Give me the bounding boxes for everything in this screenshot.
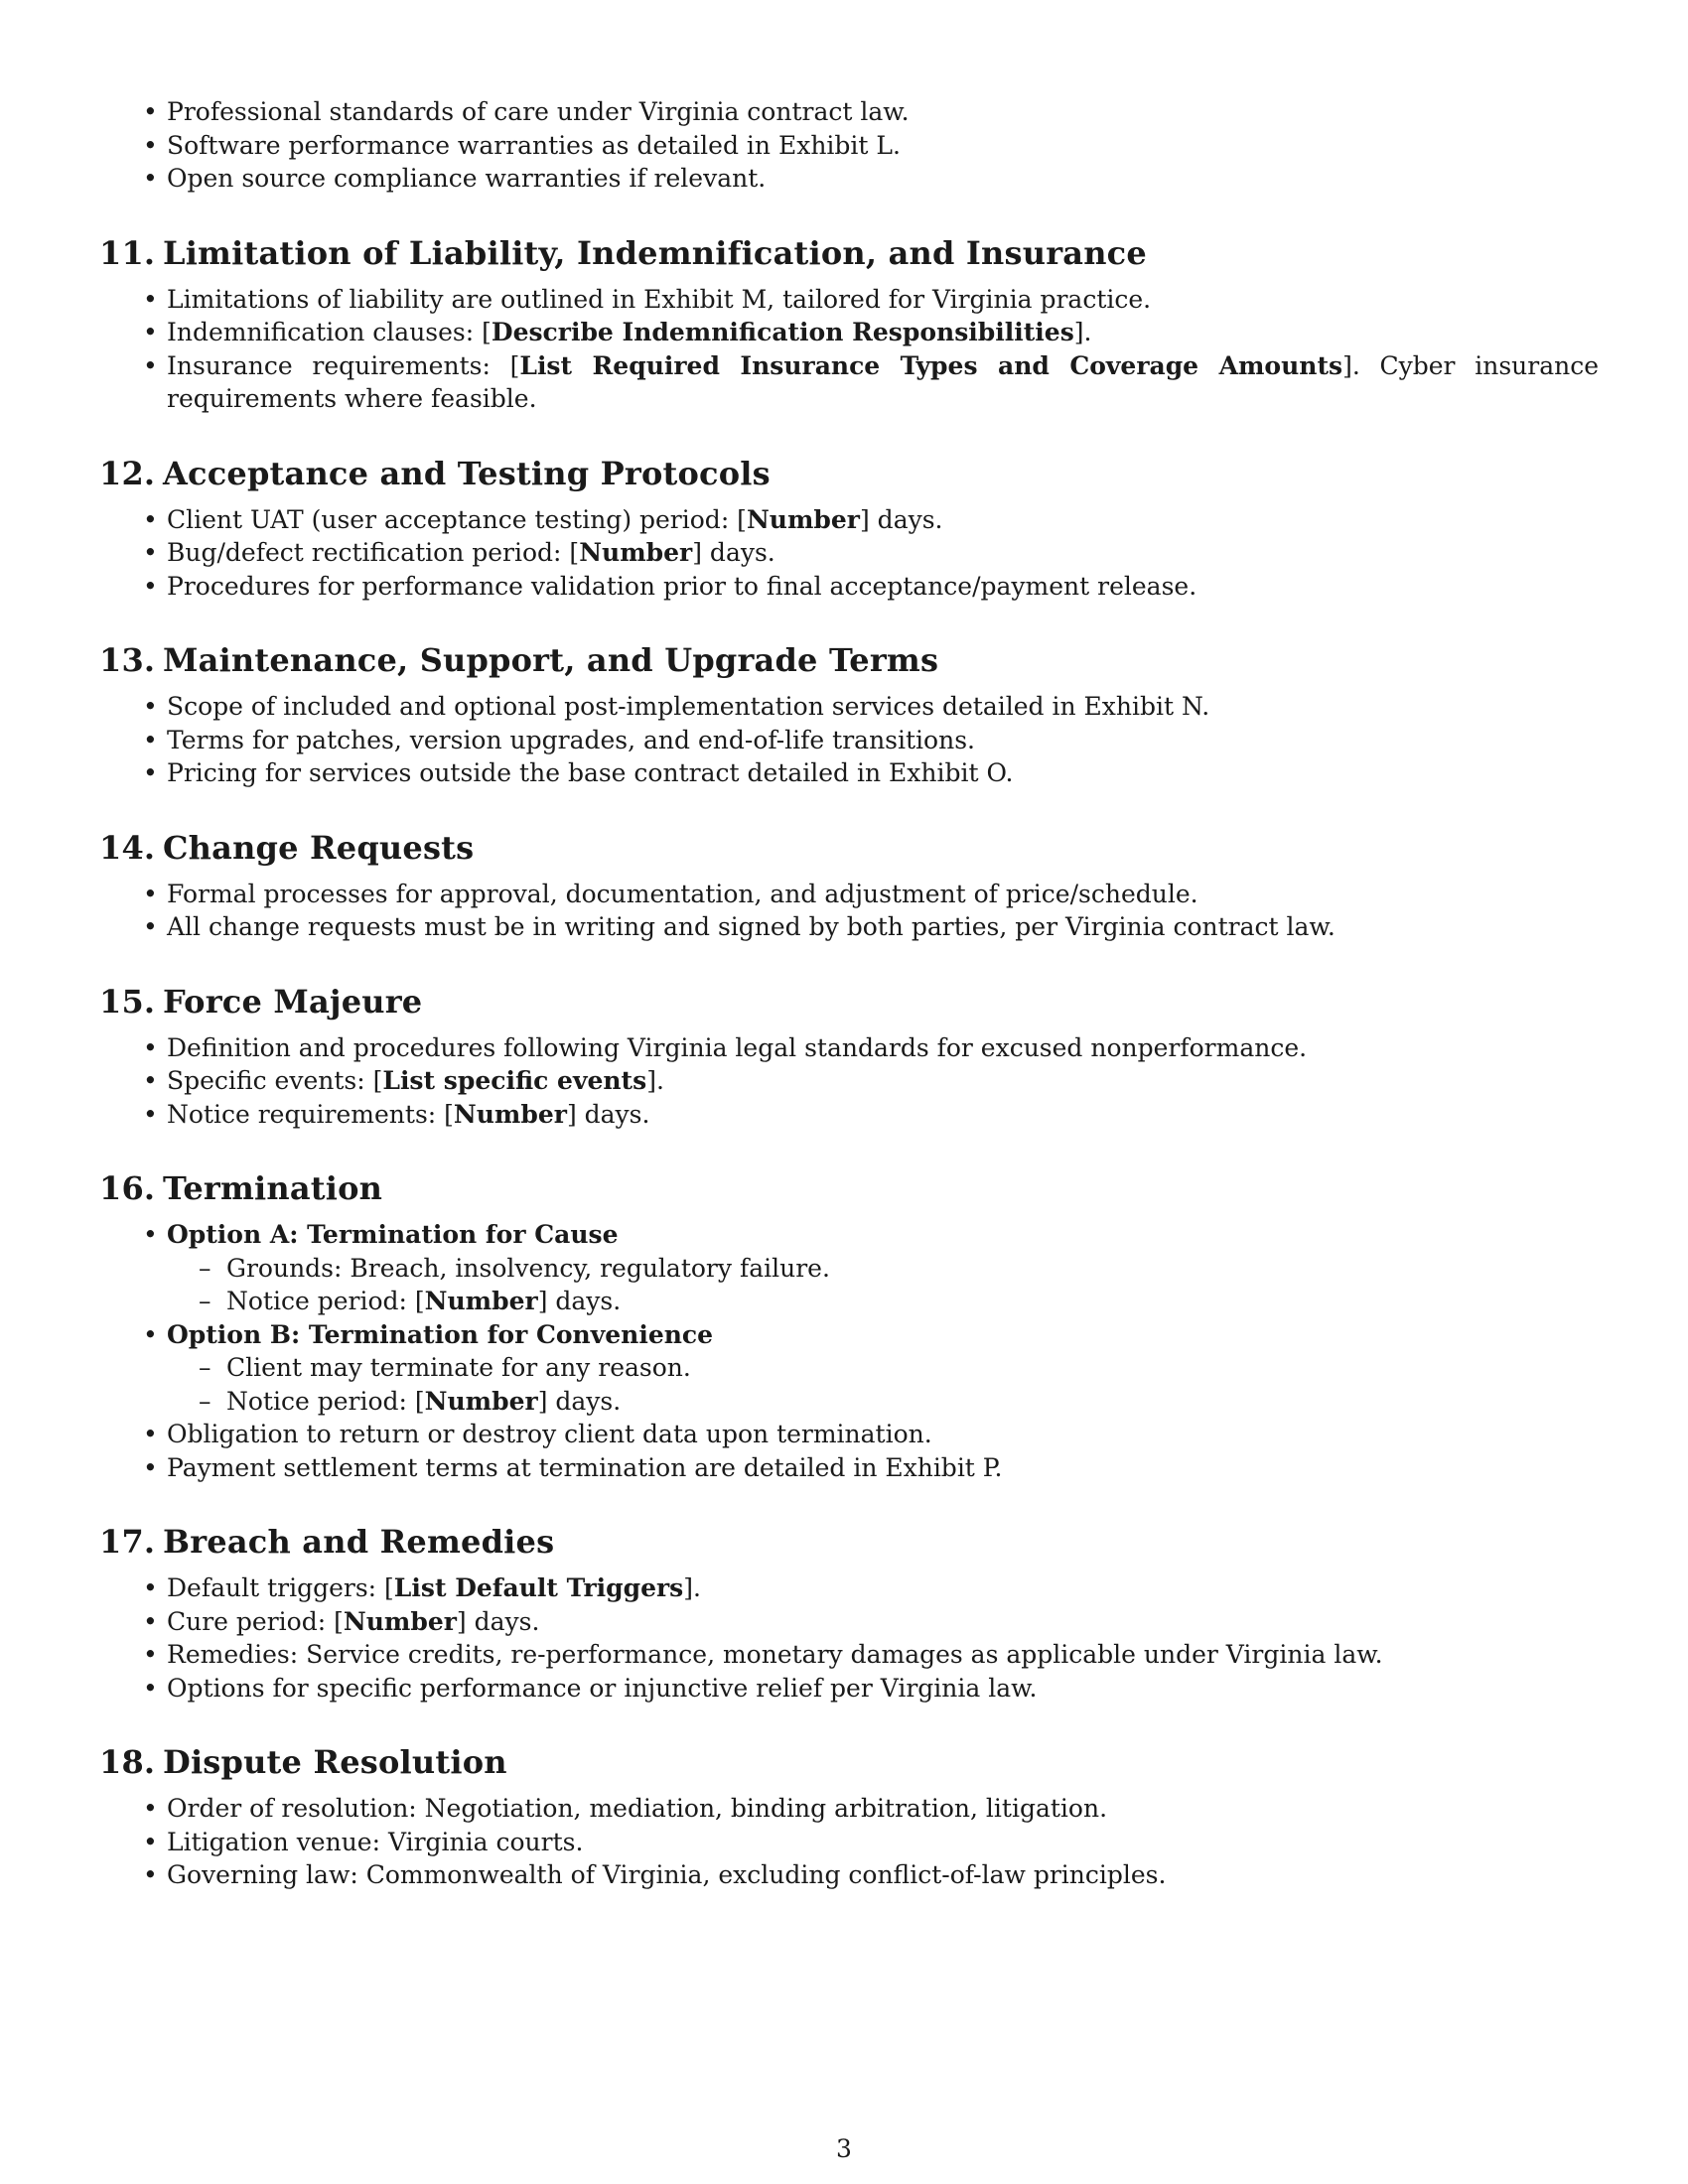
- section-heading: 18. Dispute Resolution: [99, 1743, 507, 1781]
- placeholder-field: List specific events: [382, 1066, 647, 1095]
- section-14: [99, 828, 1599, 944]
- list-item: • Governing law: Commonwealth of Virginia, excluding conflict-of-law principles.: [99, 1858, 1599, 1892]
- placeholder-field: List Required Insurance Types and Coverage Amounts: [519, 350, 1343, 380]
- list-item: [99, 1318, 1599, 1419]
- section-heading: 13. Maintenance, Support, and Upgrade Terms: [99, 641, 939, 679]
- section-list: [99, 283, 1599, 416]
- section-11: [99, 233, 1599, 416]
- sub-list-item: – Grounds: Breach, insolvency, regulatory failure.: [167, 1252, 1599, 1286]
- list-item: • Litigation venue: Virginia courts.: [99, 1826, 1599, 1859]
- sub-list: [167, 1351, 1599, 1418]
- option-label: Option A: Termination for Cause: [167, 1220, 619, 1249]
- section-list: [99, 1571, 1599, 1705]
- list-item: • Terms for patches, version upgrades, and end-of-life transitions.: [99, 724, 1599, 757]
- intro-list: [99, 95, 1599, 196]
- list-item: • Default triggers: [List Default Triggers].: [99, 1571, 1599, 1605]
- sub-list: [167, 1252, 1599, 1318]
- list-item: [99, 1218, 1599, 1318]
- section-list: [99, 1218, 1599, 1484]
- list-item: • Open source compliance warranties if relevant.: [99, 162, 1599, 196]
- list-item: • Scope of included and optional post-implementation services detailed in Exhibit N.: [99, 690, 1599, 724]
- list-item: • Formal processes for approval, documentation, and adjustment of price/schedule.: [99, 878, 1599, 911]
- document-page: [99, 95, 1599, 1892]
- list-item: • Insurance requirements: [List Required Insurance Types and Coverage Amounts]. Cyber insurance requirements where feasible.: [99, 349, 1599, 416]
- option-label: Option B: Termination for Convenience: [167, 1319, 714, 1349]
- section-heading: 12. Acceptance and Testing Protocols: [99, 454, 771, 492]
- list-item: • Definition and procedures following Virginia legal standards for excused nonperformance.: [99, 1031, 1599, 1065]
- section-heading: 15. Force Majeure: [99, 982, 423, 1021]
- section-17: [99, 1522, 1599, 1705]
- section-list: [99, 1031, 1599, 1132]
- sub-list-item: – Notice period: [Number] days.: [167, 1285, 1599, 1318]
- page-number: 3: [836, 2134, 852, 2163]
- section-15: [99, 982, 1599, 1132]
- placeholder-field: Number: [579, 538, 693, 567]
- section-list: [99, 1792, 1599, 1892]
- list-item: • Bug/defect rectification period: [Number] days.: [99, 536, 1599, 570]
- placeholder-field: Describe Indemnification Responsibilities: [491, 318, 1074, 346]
- list-item: • Cure period: [Number] days.: [99, 1605, 1599, 1639]
- list-item: • Payment settlement terms at termination are detailed in Exhibit P.: [99, 1451, 1599, 1485]
- section-list: [99, 878, 1599, 944]
- list-item: • Remedies: Service credits, re-performance, monetary damages as applicable under Virginia law.: [99, 1638, 1599, 1672]
- section-heading: 16. Termination: [99, 1169, 383, 1207]
- section-12: [99, 454, 1599, 604]
- section-list: [99, 690, 1599, 790]
- section-16: [99, 1168, 1599, 1484]
- list-item: • Pricing for services outside the base contract detailed in Exhibit O.: [99, 756, 1599, 790]
- section-heading: 17. Breach and Remedies: [99, 1523, 555, 1561]
- list-item: • Indemnification clauses: [Describe Indemnification Responsibilities].: [99, 316, 1599, 349]
- section-heading: 11. Limitation of Liability, Indemnification, and Insurance: [99, 233, 1147, 272]
- sub-list-item: – Notice period: [Number] days.: [167, 1385, 1599, 1419]
- placeholder-field: Number: [424, 1386, 538, 1416]
- placeholder-field: Number: [746, 504, 860, 534]
- section-heading: 14. Change Requests: [99, 828, 475, 867]
- placeholder-field: Number: [343, 1606, 457, 1636]
- list-item: • Professional standards of care under Virginia contract law.: [99, 95, 1599, 129]
- list-item: • Software performance warranties as detailed in Exhibit L.: [99, 129, 1599, 163]
- placeholder-field: List Default Triggers: [393, 1573, 684, 1602]
- list-item: • Obligation to return or destroy client data upon termination.: [99, 1418, 1599, 1451]
- section-list: [99, 503, 1599, 604]
- list-item: • Limitations of liability are outlined in Exhibit M, tailored for Virginia practice.: [99, 283, 1599, 317]
- placeholder-field: Number: [453, 1099, 567, 1129]
- sub-list-item: – Client may terminate for any reason.: [167, 1351, 1599, 1385]
- placeholder-field: Number: [424, 1287, 538, 1315]
- list-item: • Options for specific performance or injunctive relief per Virginia law.: [99, 1672, 1599, 1706]
- list-item: • Specific events: [List specific events].: [99, 1064, 1599, 1098]
- section-13: [99, 640, 1599, 790]
- section-18: [99, 1742, 1599, 1892]
- list-item: • Notice requirements: [Number] days.: [99, 1098, 1599, 1132]
- list-item: • Client UAT (user acceptance testing) period: [Number] days.: [99, 503, 1599, 537]
- list-item: • Procedures for performance validation prior to final acceptance/payment release.: [99, 570, 1599, 604]
- list-item: • Order of resolution: Negotiation, mediation, binding arbitration, litigation.: [99, 1792, 1599, 1826]
- list-item: • All change requests must be in writing and signed by both parties, per Virginia contract law.: [99, 910, 1599, 944]
